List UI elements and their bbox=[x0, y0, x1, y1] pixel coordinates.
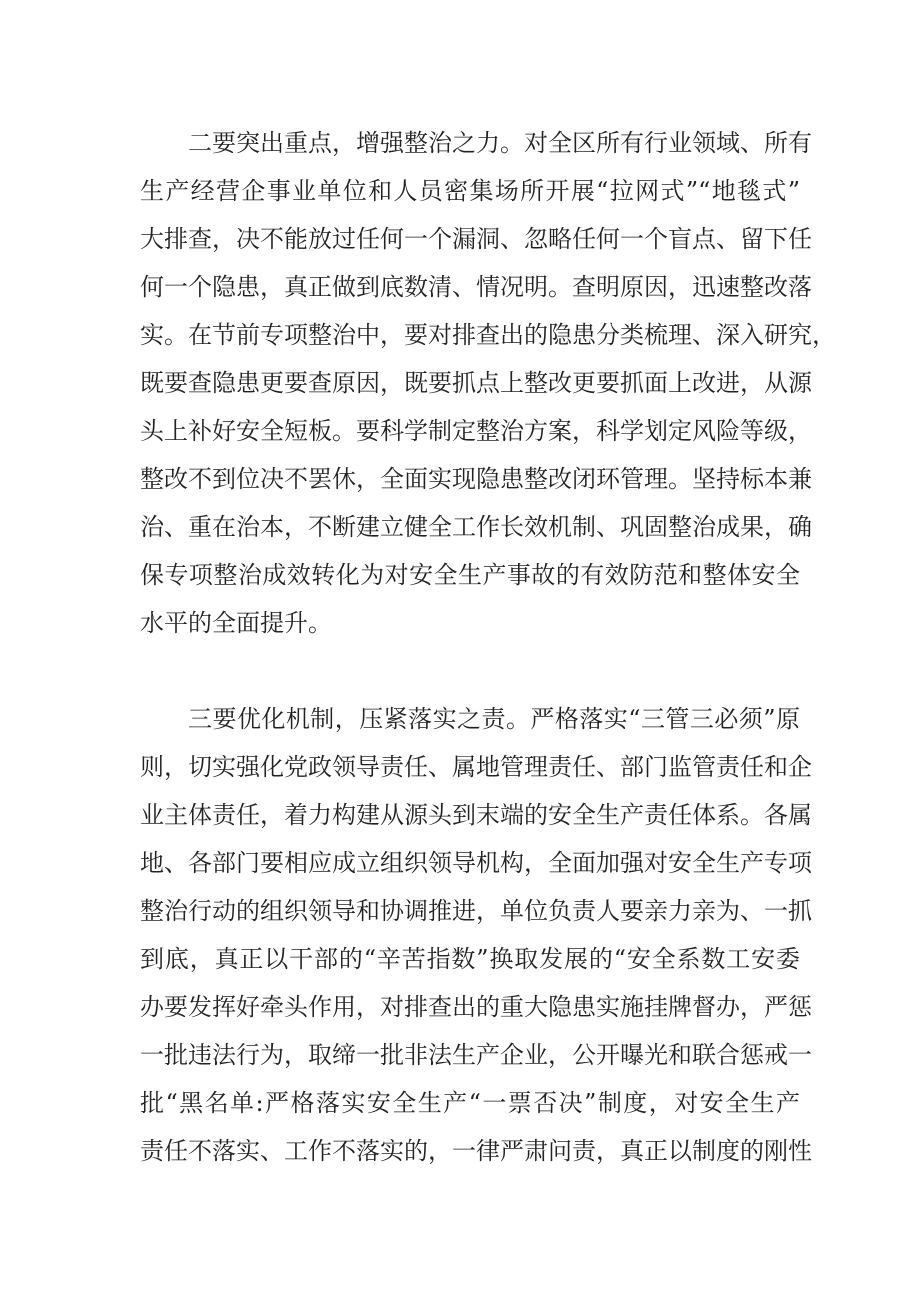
text-line: 实。在节前专项整治中，要对排查出的隐患分类梳理、深入研究， bbox=[140, 321, 836, 349]
text-line: 一批违法行为，取缔一批非法生产企业，公开曝光和联合惩戒一 bbox=[140, 1041, 812, 1069]
text-line: 业主体责任，着力构建从源头到末端的安全生产责任体系。各属 bbox=[140, 801, 812, 829]
text-line: 保专项整治成效转化为对安全生产事故的有效防范和整体安全 bbox=[140, 561, 800, 589]
text-line: 治、重在治本，不断建立健全工作长效机制、巩固整治成果，确 bbox=[140, 513, 812, 541]
text-line: 整改不到位决不罢休，全面实现隐患整改闭环管理。坚持标本兼 bbox=[140, 465, 812, 493]
text-line: 三要优化机制，压紧落实之责。严格落实“三管三必须”原 bbox=[188, 705, 800, 733]
text-line: 责任不落实、工作不落实的，一律严肃问责，真正以制度的刚性 bbox=[140, 1137, 812, 1165]
text-line: 既要查隐患更要查原因，既要抓点上整改更要抓面上改进，从源 bbox=[140, 369, 812, 397]
text-line: 头上补好安全短板。要科学制定整治方案，科学划定风险等级， bbox=[140, 417, 812, 445]
text-line: 批“黑名单:严格落实安全生产“一票否决”制度，对安全生产 bbox=[140, 1089, 800, 1117]
text-line: 整治行动的组织领导和协调推进，单位负责人要亲力亲为、一抓 bbox=[140, 897, 812, 925]
text-line: 大排查，决不能放过任何一个漏洞、忽略任何一个盲点、留下任 bbox=[140, 225, 812, 253]
text-line: 地、各部门要相应成立组织领导机构，全面加强对安全生产专项 bbox=[140, 849, 812, 877]
text-line: 二要突出重点，增强整治之力。对全区所有行业领域、所有 bbox=[188, 129, 812, 157]
text-line: 到底，真正以干部的“辛苦指数”换取发展的“安全系数工安委 bbox=[140, 945, 800, 973]
text-line: 生产经营企事业单位和人员密集场所开展“拉网式”“地毯式” bbox=[140, 177, 800, 205]
text-line: 办要发挥好牵头作用，对排查出的重大隐患实施挂牌督办，严惩 bbox=[140, 993, 812, 1021]
text-line: 何一个隐患，真正做到底数清、情况明。查明原因，迅速整改落 bbox=[140, 273, 812, 301]
text-line: 则，切实强化党政领导责任、属地管理责任、部门监管责任和企 bbox=[140, 753, 812, 781]
text-line: 水平的全面提升。 bbox=[140, 609, 332, 637]
